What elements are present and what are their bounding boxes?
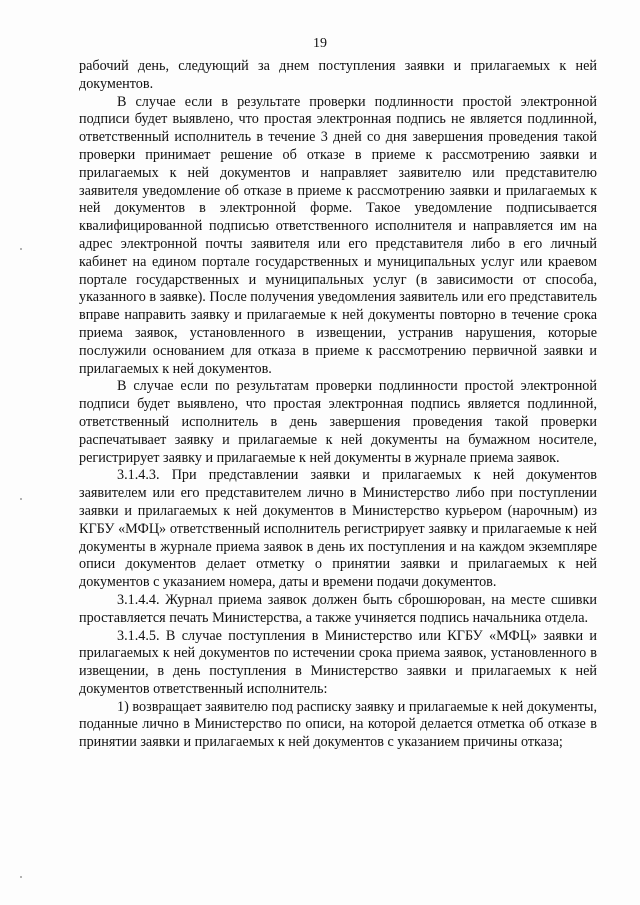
- paragraph-item-1: 1) возвращает заявителю под расписку заявку и прилагаемые к ней документы, поданные лично в Министерство по описи, на которой делается отметка об отказе в принятии заявки и прилагаемых к ней документов с указанием причины отказа;: [79, 698, 597, 751]
- paragraph-signature-invalid: В случае если в результате проверки подлинности простой электронной подписи будет выявлено, что простая электронная подпись не является подлинной, ответственный исполнитель в течение 3 дней со дня завершения проведения такой проверки принимает решение об отказе в приеме к рассмотрению заявки и прилагаемых к ней документов и направляет заявителю или представителю заявителя уведомление об отказе в приеме к рассмотрению заявки и прилагаемых к ней документов в электронной форме. Такое уведомление подписывается квалифицированной подписью ответственного исполнителя и направляется им на адрес электронной почты заявителя или его представителя либо в его личный кабинет на едином портале государственных и муниципальных услуг или краевом портале государственных и муниципальных услуг (в зависимости от способа, указанного в заявке). После получения уведомления заявитель или его представитель вправе направить заявку и прилагаемые к ней документы повторно в течение срока приема заявок, установленного в извещении, устранив нарушения, которые послужили основанием для отказа в приеме к рассмотрению первичной заявки и прилагаемых к ней документов.: [79, 93, 597, 377]
- paragraph-3-1-4-4: 3.1.4.4. Журнал приема заявок должен быть сброшюрован, на месте сшивки проставляется печать Министерства, а также учиняется подпись начальника отдела.: [79, 591, 597, 626]
- page-number: 19: [313, 36, 327, 51]
- scan-dot-mark: [20, 876, 22, 878]
- scan-dot-mark: [20, 248, 22, 250]
- paragraph-signature-valid: В случае если по результатам проверки подлинности простой электронной подписи будет выявлено, что простая электронная подпись является подлинной, ответственный исполнитель в день завершения проведения такой проверки распечатывает заявку и прилагаемые к ней документы на бумажном носителе, регистрирует заявку и прилагаемые к ней документы в журнале приема заявок.: [79, 378, 597, 466]
- scan-dot-mark: [20, 498, 22, 500]
- paragraph-3-1-4-5: 3.1.4.5. В случае поступления в Министерство или КГБУ «МФЦ» заявки и прилагаемых к ней документов по истечении срока приема заявок, установленного в извещении, в день поступления в Министерство заявки и прилагаемых к ней документов ответственный исполнитель:: [79, 627, 597, 697]
- paragraph-continuation: рабочий день, следующий за днем поступления заявки и прилагаемых к ней документов.: [79, 58, 597, 92]
- paragraph-3-1-4-3: 3.1.4.3. При представлении заявки и прилагаемых к ней документов заявителем или его представителем лично в Министерство либо при поступлении заявки и прилагаемых к ней документов в Министерство курьером (нарочным) из КГБУ «МФЦ» ответственный исполнитель регистрирует заявку и прилагаемые к ней документы в журнале приема заявок в день их поступления и на каждом экземпляре описи документов делает отметку о принятии заявки и прилагаемых к ней документов с указанием номера, даты и времени подачи документов.: [79, 467, 597, 591]
- page-body: [79, 58, 597, 752]
